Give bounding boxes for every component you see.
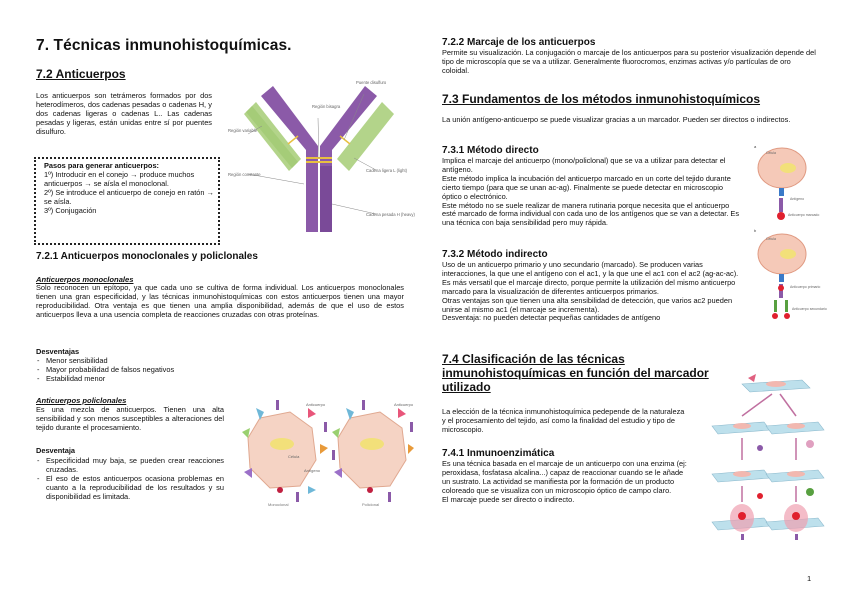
caption-policlonal: Policlonal	[362, 502, 380, 507]
fig-ac-secundario: Anticuerpo secundario	[792, 307, 827, 311]
cell-polyclonal	[332, 400, 414, 502]
disadvantages-heading: Desventajas	[36, 347, 80, 356]
section-7-4-title: 7.4 Clasificación de las técnicas inmunohistoquímicas en función del marcador utilizado	[442, 352, 709, 394]
monoclonal-heading: Anticuerpos monoclonales	[36, 275, 134, 284]
step-2: 2º) Se introduce el anticuerpo de conejo en ratón → se aísla.	[44, 187, 214, 206]
label-disulfuro: Puente disulfuro	[356, 80, 387, 85]
page-number: 1	[807, 574, 812, 583]
page-title: 7. Técnicas inmunohistoquímicas.	[36, 37, 292, 54]
caption-monoclonal: Monoclonal	[268, 502, 289, 507]
section-7-3-paragraph: La unión antígeno-anticuerpo se puede visualizar gracias a un marcador. Pueden ser directos o indirectos.	[442, 115, 791, 124]
section-7-3-2-paragraph: Uso de un anticuerpo primario y uno secundario (marcado). Se producen varias interacciones, la que une el antígeno con el ac1, y la que une el ac1 con el ac2 (ag-ac-ac). Es más versatil que el marcaje directo, porque permite la utilización del mismo anticuerpo marcado para la visualización de diferentes anticuerpos primarios. Otras ventajas son que tienen una alta sensibilidad de detección, que varios ac2 pueden unirse al mismo ac1 (el marcaje se incrementa). Desventaja: no pueden detectar pequeñas cantidades de antígeno	[442, 260, 739, 323]
label-bisagra: Región bisagra	[312, 104, 341, 109]
section-7-4-1-title: 7.4.1 Inmunoenzimática	[442, 448, 555, 459]
list-item: - Mayor probabilidad de falsos negativos	[36, 366, 236, 375]
list-item: - Especificidad muy baja, se pueden crear reacciones cruzadas.	[36, 457, 224, 475]
label-celula: Célula	[288, 454, 300, 459]
fig-label-a: a	[754, 144, 757, 149]
direct-indirect-method-diagram	[752, 142, 827, 342]
fig-label-b: b	[754, 228, 757, 233]
section-7-2-title: 7.2 Anticuerpos	[36, 67, 126, 81]
section-7-3-1-title: 7.3.1 Método directo	[442, 145, 539, 156]
label-constante: Región constante	[228, 172, 261, 177]
section-7-2-2-title: 7.2.2 Marcaje de los anticuerpos	[442, 37, 596, 48]
cell-monoclonal	[242, 400, 328, 502]
polyclonal-paragraph: Es una mezcla de anticuerpos. Tienen una alta sensibilidad y son menos susceptibles a alteraciones del tejido durante el procesamiento.	[36, 405, 224, 432]
step-1: 1º) Introducir en el conejo → produce muchos anticuerpos → se aísla el monoclonal.	[44, 169, 195, 188]
disadvantages-list	[36, 357, 236, 384]
step-arrows	[742, 394, 796, 502]
fig-celula-1: Célula	[766, 151, 776, 155]
immunoenzymatic-diagram	[702, 364, 828, 548]
disadvantage-list	[36, 457, 224, 502]
section-7-4-1-paragraph: Es una técnica basada en el marcaje de un anticuerpo con una enzima (ej: peroxidasa, fosfatasa alcalina...) capaz de reaccionar cuando se le añade un sustrato. La actividad se manifiesta por la formación de un producto coloreado que se visualiza con un microscopio óptico de campo claro. El marcaje puede ser directo o indirecto.	[442, 459, 687, 504]
antibody-structure-diagram	[226, 74, 415, 240]
fig-celula-2: Célula	[766, 237, 776, 241]
list-item: - Estabilidad menor	[36, 375, 236, 384]
label-ligera: Cadena ligera L (light)	[366, 168, 408, 173]
section-7-3-1-paragraph: Implica el marcaje del anticuerpo (mono/policlonal) que se va a utilizar para detectar el antígeno. Este método implica la incubación del anticuerpo marcado en un corte del tejido durante cierto tiempo (para que se unan ac-ag). Finalmente se puede detectar en microscopio óptico o electrónico. Este método no se suele realizar de manera rutinaria porque necesita que el anticuerpo esté marcado de forma individual con cada uno de los antígenos que se van a detectar. Es una técnica con baja sensibilidad pero muy rápida.	[442, 156, 740, 228]
section-7-4-paragraph: La elección de la técnica inmunohistoquímica pedepende de la naturaleza y el procesamiento del tejido, así como la finalidad del estudio y tipo de microscopio.	[442, 407, 685, 434]
section-7-2-1-title: 7.2.1 Anticuerpos monoclonales y policlonales	[36, 251, 258, 262]
section-7-2-2-paragraph: Permite su visualización. La conjugación o marcaje de los anticuerpos para su posterior visualización depende del tipo de microscopía que se va a utilizar. Generalmente fluorocromos, enzimas activas y/o partículas de oro coloidal.	[442, 48, 816, 75]
polyclonal-heading: Anticuerpos policlonales	[36, 396, 127, 405]
label-anticuerpo-1: Anticuerpo	[306, 402, 326, 407]
steps-title: Pasos para generar anticuerpos:	[44, 161, 160, 170]
steps-box	[34, 157, 220, 245]
list-item: - Menor sensibilidad	[36, 357, 236, 366]
label-anticuerpo-2: Anticuerpo	[394, 402, 414, 407]
label-pesada: Cadena pesada H (heavy)	[366, 212, 415, 217]
label-variable: Región variable	[228, 128, 258, 133]
step-3: 3º) Conjugación	[44, 205, 97, 215]
section-7-3-2-title: 7.3.2 Método indirecto	[442, 249, 548, 260]
disadvantage-heading: Desventaja	[36, 446, 76, 455]
section-7-3-title: 7.3 Fundamentos de los métodos inmunohistoquímicos	[442, 92, 761, 106]
mono-poly-cell-diagram	[238, 398, 414, 510]
label-antigeno: Antígeno	[304, 468, 321, 473]
list-item: - El eso de estos anticuerpos ocasiona problemas en cuanto a la reproducibilidad de los resultados y su disponibilidad es limitada.	[36, 475, 224, 502]
fig-ac-primario: Anticuerpo primario	[790, 285, 821, 289]
fig-antigeno-1: Antígeno	[790, 197, 805, 201]
section-7-2-paragraph: Los anticuerpos son tetrámeros formados por dos heterodímeros, dos cadenas pesadas o cadenas H, y dos cadenas ligeras o cadenas L.. Las cadenas pesadas y ligeras, están unidas entre sí por puentes disulfuro.	[36, 91, 212, 136]
fig-ac-marcado: Anticuerpo marcado	[788, 213, 820, 217]
monoclonal-paragraph: Solo reconocen un epítopo, ya que cada uno se cultiva de forma individual. Los anticuerpos monoclonales tienen una gran especificidad, y las técnicas inmunohistoquímicas con estos anticuerpos tienen una mayor reproducibilidad. Otra ventaja es que tienen una amplia disponibilidad, además de que el uso de estos anticuerpos lleva a una usencia completa de reacciones cruzadas con otras proteínas.	[36, 283, 404, 319]
